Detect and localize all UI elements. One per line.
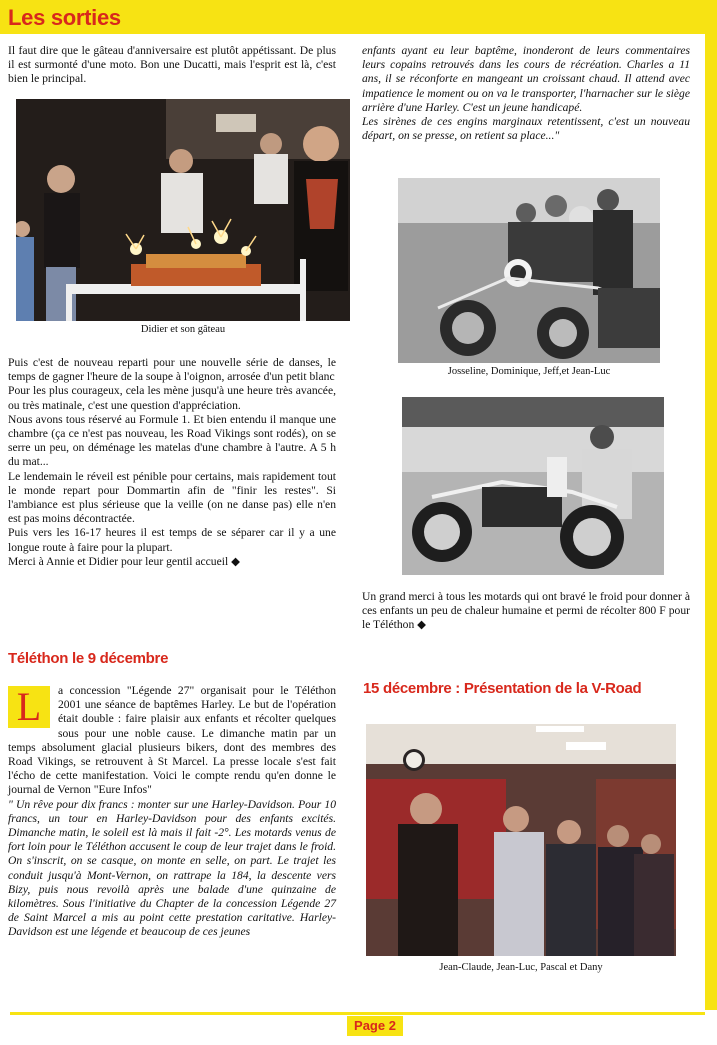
bottom-rule <box>10 1012 705 1015</box>
caption-shop: Jean-Claude, Jean-Luc, Pascal et Dany <box>439 962 603 973</box>
caption-bikers: Josseline, Dominique, Jeff,et Jean-Luc <box>447 366 611 377</box>
bike-photo-illustration <box>402 397 664 575</box>
dances-line-6: Merci à Annie et Didier pour leur gentil accueil ◆ <box>8 554 241 568</box>
caption-cake: Didier et son gâteau <box>140 324 226 335</box>
telethon-intro: a concession "Légende 27" organisait pour le Téléthon 2001 une séance de baptêmes Harley. Le but de l'opération était double : faire plaisir aux enfants et récolter quelques sous pour une noble cause. Le dimanche matin par un temps absolument glacial plusieurs bikers, dont des membres des Road Vikings, se retrouvent à St Marcel. La presse locale s'est fait l'écho de cette manifestation. Voici le compte rendu qu'en donne le journal de Vernon "Eure Infos" <box>8 684 336 797</box>
dances-line-5: Puis vers les 16-17 heures il est temps de se séparer car il y a une longue route à faire pour la plupart. <box>8 526 336 554</box>
photo-shop-presentation <box>366 724 676 956</box>
right-quote-paragraphs <box>362 44 690 143</box>
photo-birthday-cake <box>16 99 350 321</box>
right-quote-2: Les sirènes de ces engins marginaux retentissent, c'est un nouveau départ, on se presse, on retient sa place..." <box>362 115 690 143</box>
dances-line-3: Nous avons tous réservé au Formule 1. Et bien entendu il manque une chambre (ça ce n'est pas nouveau, les Road Vikings sont rodés), on se serre un peu, on déménage les matelas d'une chambre à l'autre. A 5 h du mat... <box>8 412 336 469</box>
cake-photo-illustration <box>16 99 350 321</box>
thanks-text: Un grand merci à tous les motards qui ont bravé le froid pour donner à ces enfants un peu de chaleur humaine et permi de récolter 800 F pour le Téléthon ◆ <box>362 590 690 632</box>
bikers-photo-illustration <box>398 178 660 363</box>
telethon-quote: " Un rêve pour dix francs : monter sur une Harley-Davidson. Pour 10 francs, un tour en Harley-Davidson pour des enfants excités. Dimanche matin, le soleil est là mais il fait -2°. Les motards venus de fort loin pour le Téléthon accusent le coup de leur trajet dans le froid. On s'inscrit, on se casque, on monte en selle, on part. Le trajet les conduit jusqu'à Mont-Vernon, on rattrape la 184, la descente vers Bizy, puis nous revoilà après une balade d'une quinzaine de kilomètres. Sous l'initiative du Chapter de la concession Légende 27 de Saint Marcel a mis au point cette prestation caritative. Harley-Davidson est une légende et beaucoup de ces jeunes <box>8 797 336 939</box>
telethon-article <box>8 684 336 940</box>
dances-line-2: Pour les plus courageux, cela les mène jusqu'à une heure très avancée, ou très matinale, c'est une question d'appréciation. <box>8 384 336 412</box>
shop-photo-illustration <box>366 724 676 956</box>
right-border <box>705 0 717 1045</box>
dances-paragraphs <box>8 356 336 569</box>
dropcap-letter: L <box>8 686 50 728</box>
thanks-paragraph <box>362 590 690 633</box>
dances-line-4: Le lendemain le réveil est pénible pour certains, mais rapidement tout le monde repart pour Dommartin afin de "finir les restes". Si l'ambiance est plus sérieuse que la veille (on ne danse pas) elle n'en est pas moins décontractée. <box>8 469 336 526</box>
section-title-vroad: 15 décembre : Présentation de la V-Road <box>363 680 642 697</box>
section-title-telethon: Téléthon le 9 décembre <box>8 650 169 667</box>
photo-bikers-group <box>398 178 660 363</box>
right-quote-1: enfants ayant eu leur baptême, inonderont de leurs commentaires leurs copains retrouvés dans les cours de récréation. Charles a 11 ans, il se réconforte en mangeant un croissant chaud. Il attend avec impatience le moment ou on va le transporter, l'harnacher sur le siège arrière d'une Harley. C'est un jeune handicapé. <box>362 44 690 114</box>
section-title-sorties: Les sorties <box>8 5 121 30</box>
dances-line-1: Puis c'est de nouveau reparti pour une nouvelle série de danses, le temps de gagner l'heure de la soupe à l'oignon, arrosée d'un petit blanc <box>8 356 336 384</box>
intro-paragraph <box>8 44 336 87</box>
intro-text: Il faut dire que le gâteau d'anniversaire est plutôt appétissant. De plus il est surmonté d'une moto. Bon une Ducatti, mais l'esprit est là, c'est bien le principal. <box>8 44 336 86</box>
photo-motorcycle-rider <box>402 397 664 575</box>
page-number-badge: Page 2 <box>347 1016 403 1036</box>
